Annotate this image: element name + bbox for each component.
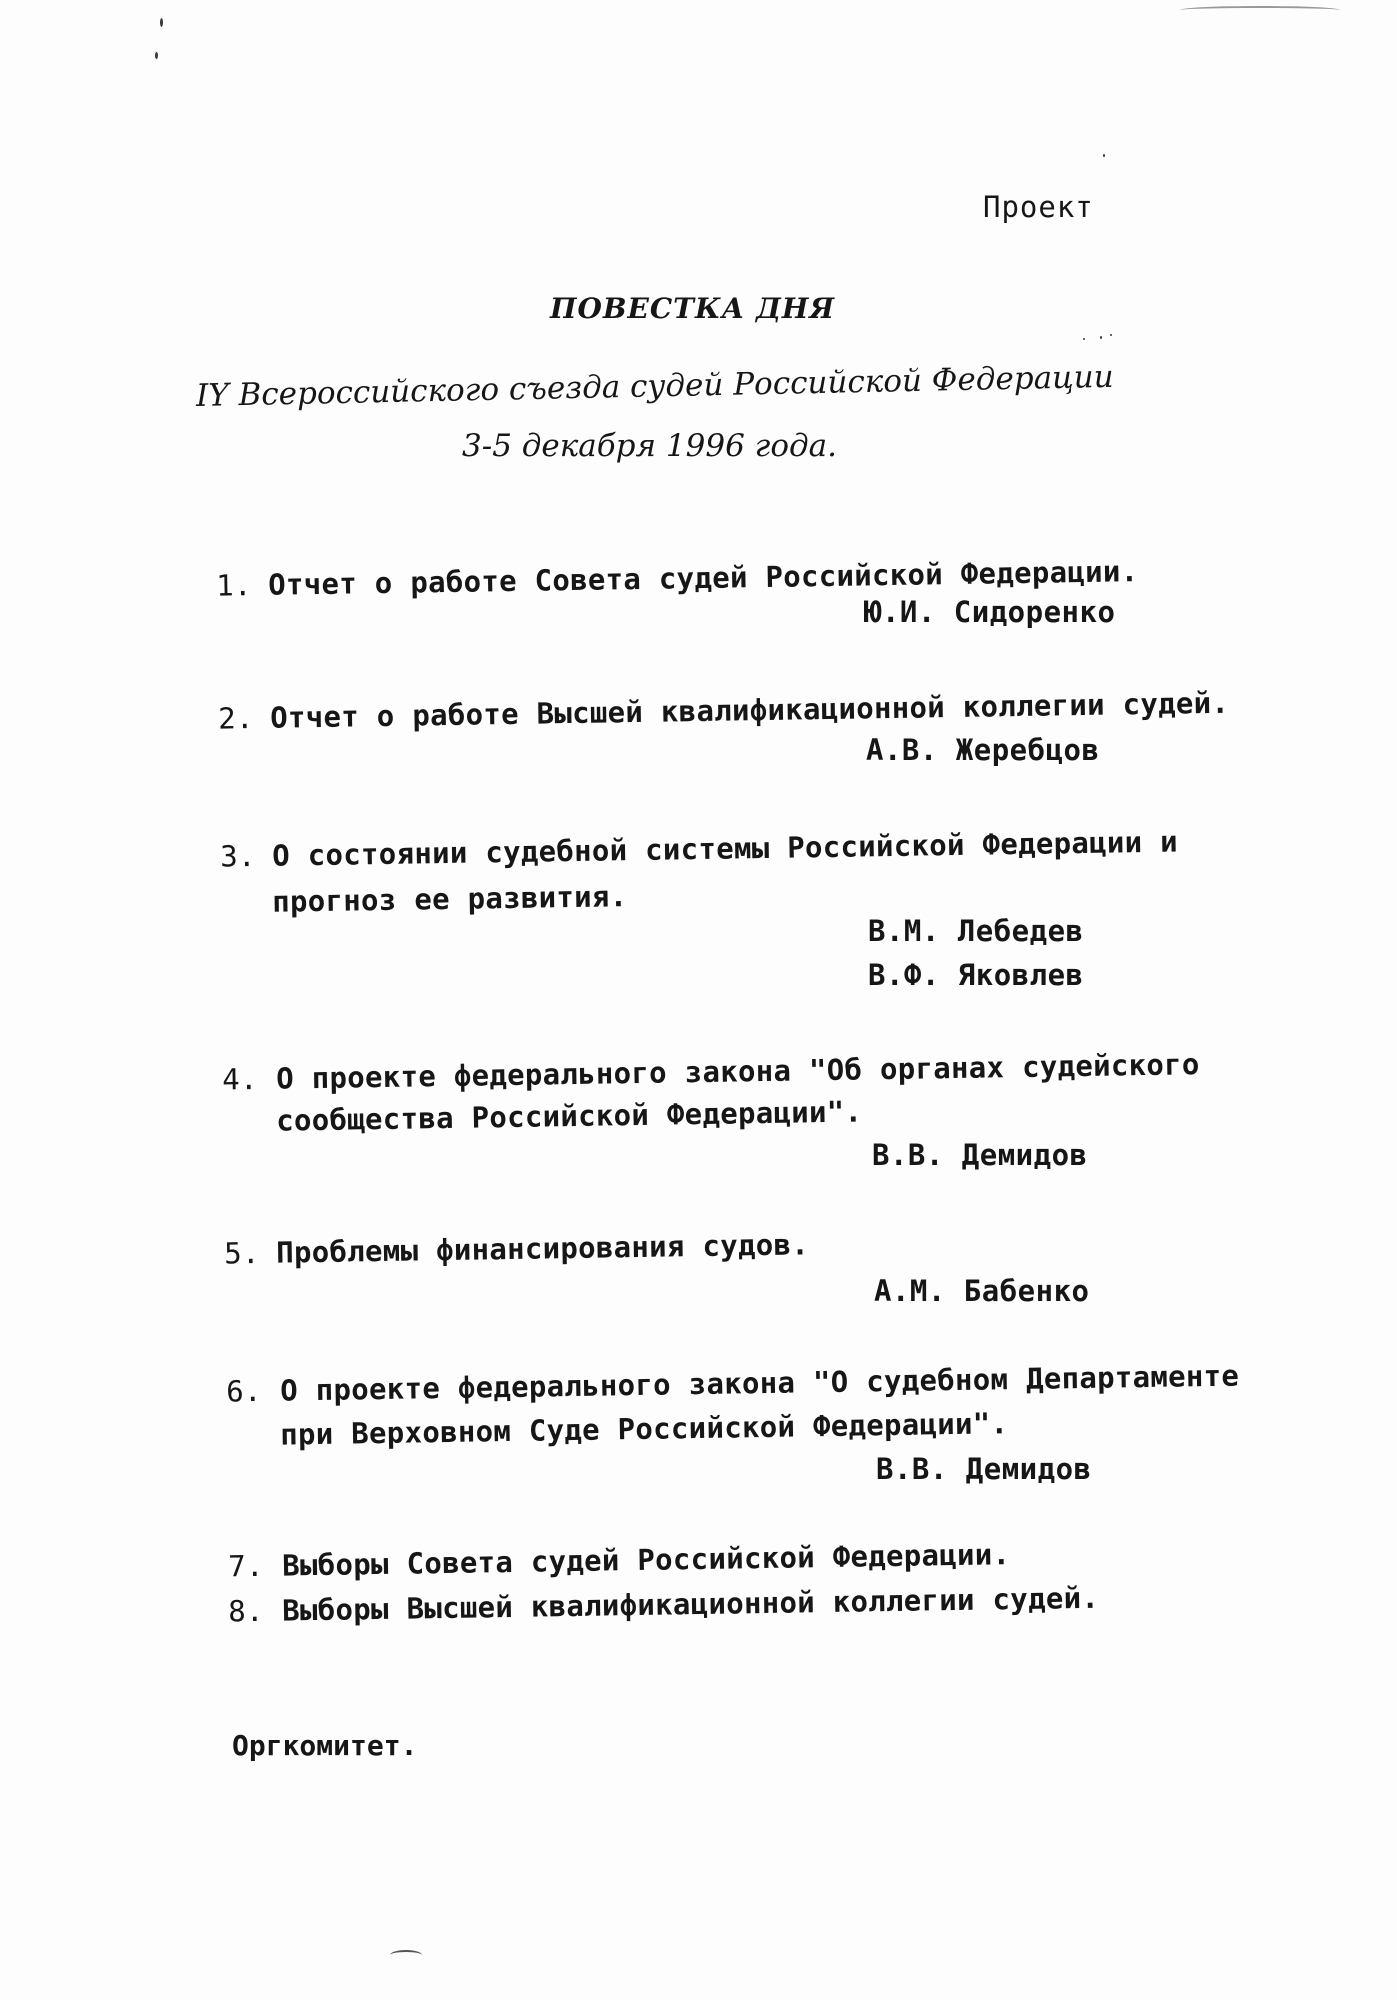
item-number: 3.	[219, 838, 257, 874]
item-number: 7.	[227, 1548, 265, 1584]
item-number: 2.	[217, 701, 255, 736]
item-number: 5.	[223, 1235, 261, 1271]
item-text: Выборы Высшей квалификационной коллегии судей.	[281, 1580, 1100, 1628]
item-text: Проблемы финансирования судов.	[275, 1227, 810, 1270]
speaker-name: В.Ф. Яковлев	[868, 958, 1084, 992]
item-text: Отчет о работе Высшей квалификационной коллегии судей.	[269, 685, 1230, 735]
scan-mark	[390, 1950, 422, 1960]
speaker-name: В.В. Демидов	[876, 1452, 1092, 1486]
organizing-committee-signature: Оргкомитет.	[232, 1729, 418, 1762]
scan-speck	[1110, 334, 1112, 336]
item-text: Отчет о работе Совета судей Российской Федерации.	[267, 554, 1139, 602]
item-number: 8.	[227, 1593, 265, 1629]
agenda-title: ПОВЕСТКА ДНЯ	[550, 292, 836, 325]
item-text: О проекте федерального закона "О судебном Департаменте	[279, 1358, 1240, 1408]
draft-label: Проект	[983, 190, 1094, 224]
scan-mark	[1180, 6, 1340, 14]
congress-dates: 3-5 декабря 1996 года.	[462, 428, 837, 464]
congress-name: IY Всероссийского съезда судей Российской Федерации	[195, 358, 1115, 414]
scan-speck	[1103, 154, 1105, 157]
scan-speck	[155, 52, 158, 59]
speaker-name: В.В. Демидов	[872, 1138, 1088, 1172]
item-text: О проекте федерального закона "Об органах судейского	[275, 1047, 1200, 1096]
scan-speck	[1100, 336, 1102, 339]
item-text: Выборы Совета судей Российской Федерации.	[281, 1537, 1011, 1583]
item-number: 1.	[215, 568, 253, 603]
scan-speck	[1083, 338, 1085, 340]
item-text: сообщества Российской Федерации".	[275, 1094, 863, 1138]
item-number: 4.	[221, 1061, 259, 1097]
speaker-name: А.В. Жеребцов	[866, 733, 1100, 767]
item-text: О состоянии судебной системы Российской Федерации и	[271, 824, 1179, 873]
item-text: прогноз ее развития.	[271, 879, 628, 919]
speaker-name: Ю.И. Сидоренко	[864, 595, 1116, 629]
item-text: при Верховном Суде Российской Федерации".	[279, 1406, 1009, 1452]
speaker-name: А.М. Бабенко	[874, 1274, 1090, 1308]
scan-speck	[160, 18, 163, 27]
item-number: 6.	[225, 1373, 263, 1409]
speaker-name: В.М. Лебедев	[868, 914, 1084, 948]
